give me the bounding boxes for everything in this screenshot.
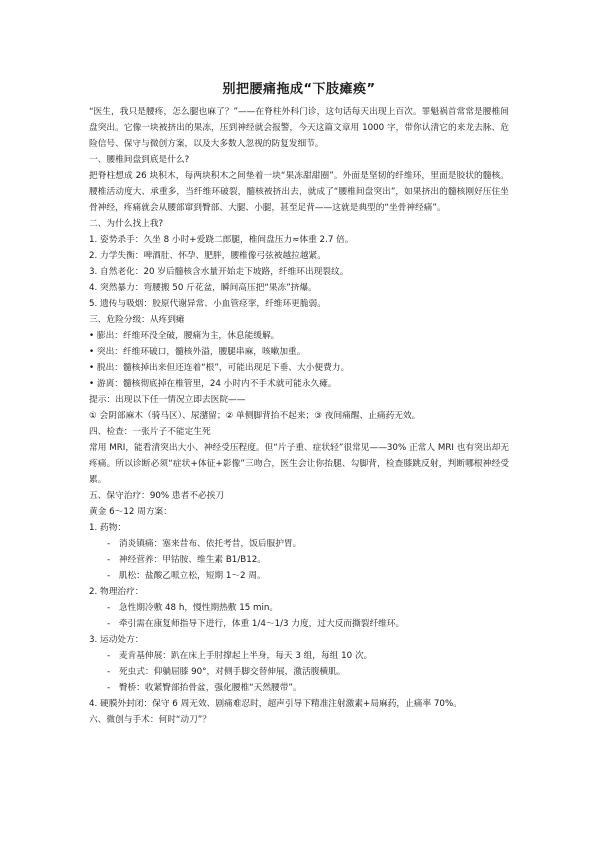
warning-tip-heading: 提示：出现以下任一情况立即去医院—— [89,395,246,405]
cause-item: 5. 遗传与吸烟：胶原代谢异常、小血管痉挛，纤维环更脆弱。 [89,299,326,309]
section-1-body: 把脊柱想成 26 块积木，每两块积木之间垫着一块“果冻甜甜圈”。外面是坚韧的纤维环，里面是胶状的髓核。腰椎活动度大、承重多，当纤维环破裂，髓核被挤出去，就成了“腰椎间盘突出”，如果挤出的髓核刚好压住坐骨神经，疼痛就会从腰部窜到臀部、大腿、小腿，甚至足背——这就是典型的“坐骨神经痛”。 [89,171,509,213]
section-6-heading: 六、微创与手术：何时“动刀”？ [89,715,211,725]
severity-item: • 脱出：髓核掉出来但还连着“根”，可能出现足下垂、大小便费力。 [89,363,350,373]
physio-item: - 急性期冷敷 48 h，慢性期热敷 15 min。 [107,603,279,613]
physio-item: - 牵引需在康复师指导下进行，体重 1/4～1/3 力度，过大反而撕裂纤维环。 [107,619,405,629]
warning-tip-body: ① 会阴部麻木（骑马区）、尿潴留；② 单侧脚背抬不起来；③ 夜间痛醒、止痛药无效。 [89,411,421,421]
cause-item: 4. 突然暴力：弯腰搬 50 斤花盆，瞬间高压把“果冻”挤爆。 [89,283,317,293]
medication-label: 1. 药物： [89,523,127,533]
section-5-heading: 五、保守治疗：90% 患者不必挨刀 [89,491,225,501]
document-title: 别把腰痛拖成“下肢瘫痪” [222,82,376,97]
section-3-heading: 三、危险分级：从疼到瘫 [89,315,185,325]
cause-item: 1. 姿势杀手：久坐 8 小时+爱跷二郎腿，椎间盘压力≈体重 2.7 倍。 [89,235,354,245]
exercise-item: - 死虫式：仰躺屈膝 90°，对侧手脚交替伸展，激活腹横肌。 [107,667,346,677]
intro-paragraph: “医生，我只是腰疼，怎么腿也麻了？”——在脊柱外科门诊，这句话每天出现上百次。罪魁祸首常常是腰椎间盘突出。它像一块被挤出的果冻，压到神经就会报警，今天这篇文章用 1000 字，带你认清它的来龙去脉、危险信号、保守与微创方案，以及大多数人忽视的防复发细节。 [89,107,509,149]
exercise-item: - 臀桥：收紧臀部抬骨盆，强化腰椎“天然腰带”。 [107,683,302,693]
medication-item: - 神经营养：甲钴胺、维生素 B1/B12。 [107,555,266,565]
section-4-heading: 四、检查：一张片子不能定生死 [89,427,211,437]
exercise-item: - 麦肯基伸展：趴在床上手肘撑起上半身，每天 3 组，每组 10 次。 [107,651,373,661]
cause-item: 2. 力学失衡：啤酒肚、怀孕、肥胖，腰椎像弓弦被越拉越紧。 [89,251,326,261]
physio-label: 2. 物理治疗： [89,587,144,597]
exercise-label: 3. 运动处方： [89,635,144,645]
severity-item: • 游离：髓核彻底掉在椎管里，24 小时内不手术就可能永久瘫。 [89,379,337,389]
section-2-heading: 二、为什么找上我? [89,219,164,229]
severity-item: • 膨出：纤维环没全破，腰痛为主，休息能缓解。 [89,331,280,341]
medication-item: - 肌松：盐酸乙哌立松，短期 1～2 周。 [107,571,266,581]
document-page [89,78,509,728]
section-1-heading: 一、腰椎间盘到底是什么? [89,155,190,165]
epidural-item: 4. 硬膜外封闭：保守 6 周无效、剧痛难忍时，超声引导下精准注射激素+局麻药，止痛率 70%。 [89,699,462,709]
cause-item: 3. 自然老化：20 岁后髓核含水量开始走下坡路，纤维环出现裂纹。 [89,267,349,277]
section-4-body: 常用 MRI，能看清突出大小、神经受压程度。但“片子重、症状轻”很常见——30% 正常人 MRI 也有突出却无疼痛。所以诊断必须“症状+体征+影像”三吻合，医生会让你抬腿、勾脚背，检查膝跳反射，判断哪根神经受累。 [89,443,509,485]
golden-plan-label: 黄金 6～12 周方案： [89,507,172,517]
severity-item: • 突出：纤维环破口，髓核外溢，腰腿串麻，咳嗽加重。 [89,347,306,357]
medication-item: - 消炎镇痛：塞来昔布、依托考昔，饭后服护胃。 [107,539,302,549]
